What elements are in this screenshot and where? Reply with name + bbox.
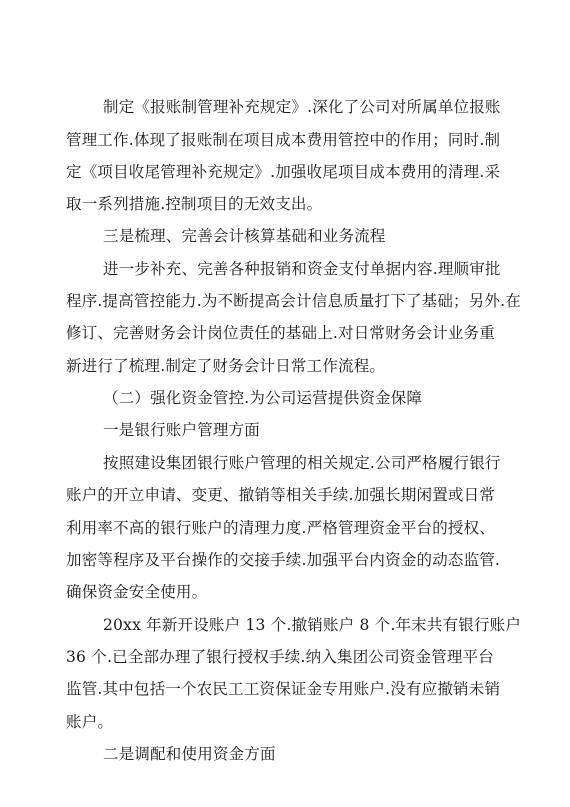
text-line: 取一系列措施.控制项目的无效支出。 [66,195,323,213]
text-line: 制定《报账制管理补充规定》.深化了公司对所属单位报账 [103,98,501,116]
text-line: 新进行了梳理.制定了财务会计日常工作流程。 [66,357,386,375]
text-line: 定《项目收尾管理补充规定》.加强收尾项目成本费用的清理.采 [66,163,501,181]
text-line: 利用率不高的银行账户的清理力度.严格管理资金平台的授权、 [66,519,496,537]
text-line: 按照建设集团银行账户管理的相关规定.公司严格履行银行 [103,454,501,472]
text-line: 加密等程序及平台操作的交接手续.加强平台内资金的动态监管. [66,551,501,569]
subsection-heading: 二是调配和使用资金方面 [103,745,276,763]
text-line: 36 个.已全部办理了银行授权手续.纳入集团公司资金管理平台 [66,648,495,666]
subsection-heading: 一是银行账户管理方面 [103,421,261,439]
text-line: 确保资金安全使用。 [66,583,208,601]
text-line: 监管.其中包括一个农民工工资保证金专用账户.没有应撤销未销 [66,680,501,698]
section-heading: （二）强化资金管控.为公司运营提供资金保障 [103,389,423,407]
text-line: 管理工作.体现了报账制在项目成本费用管控中的作用；同时.制 [66,131,501,149]
text-line: 账户的开立申请、变更、撤销等相关手续.加强长期闲置或日常 [66,486,496,504]
section-heading: 三是梳理、完善会计核算基础和业务流程 [103,227,386,245]
text-line: 账户。 [66,713,114,731]
text-line: 修订、完善财务会计岗位责任的基础上.对日常财务会计业务重 [66,324,496,342]
text-line: 程序.提高管控能力.为不断提高会计信息质量打下了基础；另外.在 [66,292,521,310]
text-line: 20xx 年新开设账户 13 个.撤销账户 8 个.年末共有银行账户 [103,616,522,634]
text-line: 进一步补充、完善各种报销和资金支付单据内容.理顺审批 [103,260,501,278]
